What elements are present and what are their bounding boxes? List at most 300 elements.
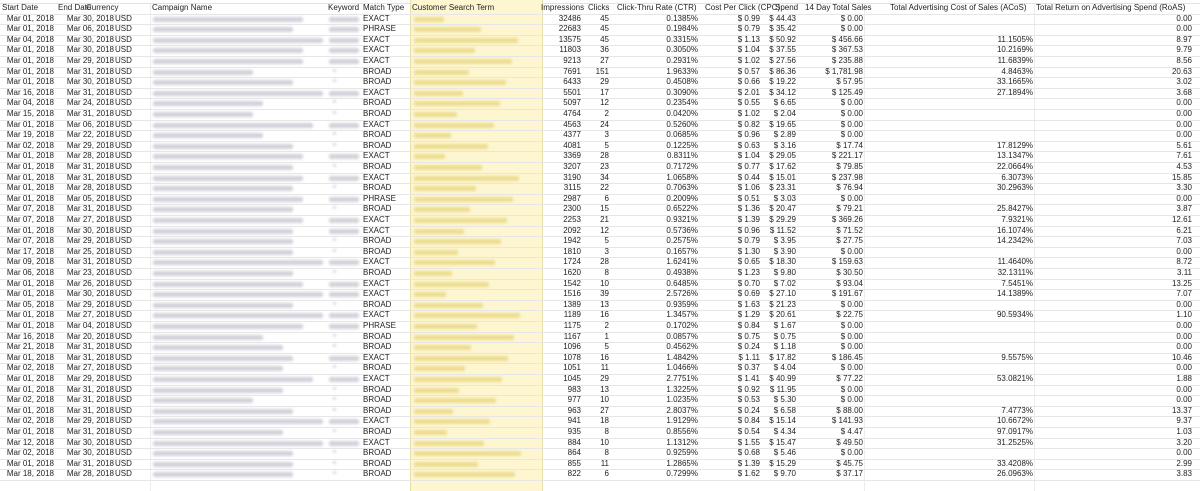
- cell-match-type[interactable]: BROAD: [363, 469, 392, 479]
- cell-clicks[interactable]: 2: [604, 321, 609, 330]
- cell-match-type[interactable]: EXACT: [363, 257, 390, 267]
- cell-end-date[interactable]: Mar 29, 2018: [66, 299, 114, 309]
- cell-impressions[interactable]: 864: [567, 448, 581, 458]
- cell-spend[interactable]: $ 15.01: [769, 172, 796, 182]
- redacted-customer-search-term[interactable]: [414, 144, 488, 149]
- cell-currency[interactable]: USD: [115, 416, 132, 426]
- cell-cpc[interactable]: $ 0.84: [737, 416, 760, 426]
- cell-ctr[interactable]: 0.5736%: [666, 225, 698, 235]
- redacted-campaign-name[interactable]: [153, 282, 303, 287]
- cell-spend[interactable]: $ 4.34: [773, 427, 796, 436]
- redacted-campaign-name[interactable]: [153, 366, 283, 371]
- cell-end-date[interactable]: Mar 22, 2018: [66, 130, 114, 140]
- cell-spend[interactable]: $ 15.47: [769, 437, 796, 447]
- cell-cpc[interactable]: $ 2.01: [737, 87, 760, 97]
- cell-roas[interactable]: 1.03: [1176, 427, 1192, 436]
- cell-acos[interactable]: 17.8129%: [996, 140, 1033, 150]
- header-match-type[interactable]: Match Type: [363, 3, 405, 12]
- redacted-campaign-name[interactable]: [153, 48, 303, 53]
- cell-14-day-total-sales[interactable]: $ 76.94: [836, 183, 863, 193]
- cell-match-type[interactable]: BROAD: [363, 448, 392, 458]
- cell-cpc[interactable]: $ 0.55: [737, 98, 760, 108]
- cell-14-day-total-sales[interactable]: $ 159.63: [831, 257, 863, 267]
- redacted-campaign-name[interactable]: [153, 70, 253, 75]
- redacted-campaign-name[interactable]: [153, 260, 323, 265]
- redacted-customer-search-term[interactable]: [414, 186, 476, 191]
- cell-impressions[interactable]: 4377: [563, 130, 581, 140]
- cell-acos[interactable]: 33.4208%: [996, 458, 1033, 468]
- cell-acos[interactable]: 14.2342%: [996, 236, 1033, 246]
- cell-14-day-total-sales[interactable]: $ 235.88: [831, 56, 863, 65]
- cell-impressions[interactable]: 1078: [563, 352, 581, 362]
- cell-14-day-total-sales[interactable]: $ 125.49: [831, 87, 863, 97]
- cell-roas[interactable]: 1.88: [1176, 374, 1192, 383]
- cell-ctr[interactable]: 0.0685%: [666, 130, 698, 140]
- cell-start-date[interactable]: Mar 01, 2018: [6, 119, 54, 129]
- redacted-keyword[interactable]: [333, 100, 336, 103]
- redacted-campaign-name[interactable]: [153, 292, 323, 297]
- cell-match-type[interactable]: EXACT: [363, 151, 390, 161]
- cell-currency[interactable]: USD: [115, 268, 132, 277]
- cell-match-type[interactable]: BROAD: [363, 109, 392, 118]
- cell-end-date[interactable]: Mar 24, 2018: [66, 98, 114, 108]
- cell-cpc[interactable]: $ 1.06: [737, 183, 760, 193]
- cell-impressions[interactable]: 983: [567, 384, 581, 394]
- cell-spend[interactable]: $ 7.02: [773, 278, 796, 288]
- cell-spend[interactable]: $ 3.90: [773, 246, 796, 256]
- cell-end-date[interactable]: Mar 29, 2018: [66, 140, 114, 150]
- cell-acos[interactable]: [865, 120, 1033, 131]
- cell-acos[interactable]: 53.0821%: [996, 374, 1033, 383]
- cell-impressions[interactable]: 884: [567, 437, 581, 447]
- cell-start-date[interactable]: Mar 01, 2018: [6, 56, 54, 65]
- cell-14-day-total-sales[interactable]: $ 45.75: [836, 458, 863, 468]
- cell-cpc[interactable]: $ 0.77: [737, 162, 760, 171]
- cell-14-day-total-sales[interactable]: $ 367.53: [831, 45, 863, 55]
- cell-acos[interactable]: 31.2525%: [996, 437, 1033, 447]
- cell-clicks[interactable]: 10: [600, 395, 609, 405]
- cell-currency[interactable]: USD: [115, 236, 132, 246]
- cell-spend[interactable]: $ 2.89: [773, 130, 796, 140]
- cell-start-date[interactable]: Mar 01, 2018: [6, 24, 54, 34]
- redacted-customer-search-term[interactable]: [414, 80, 506, 85]
- cell-match-type[interactable]: BROAD: [363, 66, 392, 76]
- redacted-customer-search-term[interactable]: [414, 165, 482, 170]
- cell-impressions[interactable]: 1045: [563, 374, 581, 383]
- cell-cpc[interactable]: $ 1.29: [737, 310, 760, 320]
- cell-impressions[interactable]: 941: [567, 416, 581, 426]
- cell-14-day-total-sales[interactable]: $ 0.00: [840, 321, 863, 330]
- cell-acos[interactable]: 26.0963%: [996, 469, 1033, 479]
- redacted-campaign-name[interactable]: [153, 271, 293, 276]
- cell-end-date[interactable]: Mar 27, 2018: [66, 363, 114, 373]
- cell-roas[interactable]: 13.25: [1171, 278, 1192, 288]
- cell-cpc[interactable]: $ 0.66: [737, 77, 760, 87]
- cell-currency[interactable]: USD: [115, 352, 132, 362]
- cell-14-day-total-sales[interactable]: $ 221.17: [831, 151, 863, 161]
- cell-cpc[interactable]: $ 1.63: [737, 299, 760, 309]
- cell-clicks[interactable]: 13: [600, 384, 609, 394]
- redacted-campaign-name[interactable]: [153, 123, 313, 128]
- redacted-customer-search-term[interactable]: [414, 176, 519, 181]
- cell-end-date[interactable]: Mar 31, 2018: [66, 204, 114, 214]
- cell-roas[interactable]: 0.00: [1176, 299, 1192, 309]
- cell-roas[interactable]: 0.00: [1176, 109, 1192, 118]
- cell-spend[interactable]: $ 9.70: [773, 469, 796, 479]
- redacted-customer-search-term[interactable]: [414, 91, 463, 96]
- header-spend[interactable]: Spend: [775, 3, 799, 12]
- cell-start-date[interactable]: Mar 07, 2018: [6, 204, 54, 214]
- redacted-keyword[interactable]: [329, 324, 359, 329]
- cell-impressions[interactable]: 855: [567, 458, 581, 468]
- cell-roas[interactable]: 0.00: [1176, 130, 1192, 140]
- cell-currency[interactable]: USD: [115, 246, 132, 256]
- cell-clicks[interactable]: 21: [600, 215, 609, 224]
- redacted-keyword[interactable]: [329, 154, 359, 159]
- cell-roas[interactable]: 7.61: [1176, 151, 1192, 161]
- cell-impressions[interactable]: 13575: [558, 34, 581, 44]
- redacted-campaign-name[interactable]: [153, 335, 263, 340]
- cell-clicks[interactable]: 11: [600, 458, 609, 468]
- cell-roas[interactable]: 0.00: [1176, 342, 1192, 352]
- cell-end-date[interactable]: Mar 31, 2018: [66, 384, 114, 394]
- cell-match-type[interactable]: EXACT: [363, 310, 390, 320]
- cell-end-date[interactable]: Mar 30, 2018: [66, 45, 114, 55]
- cell-roas[interactable]: 0.00: [1176, 246, 1192, 256]
- cell-acos[interactable]: [865, 363, 1033, 374]
- cell-roas[interactable]: 3.68: [1176, 87, 1192, 97]
- redacted-customer-search-term[interactable]: [414, 324, 477, 329]
- cell-cpc[interactable]: $ 0.51: [737, 193, 760, 203]
- cell-end-date[interactable]: Mar 31, 2018: [66, 109, 114, 118]
- cell-match-type[interactable]: BROAD: [363, 162, 392, 171]
- cell-impressions[interactable]: 935: [567, 427, 581, 436]
- cell-clicks[interactable]: 6: [604, 469, 609, 479]
- redacted-campaign-name[interactable]: [153, 377, 313, 382]
- cell-impressions[interactable]: 11803: [559, 45, 581, 55]
- cell-cpc[interactable]: $ 0.79: [737, 236, 760, 246]
- cell-ctr[interactable]: 0.1702%: [666, 321, 698, 330]
- cell-ctr[interactable]: 0.2931%: [666, 56, 698, 65]
- redacted-keyword[interactable]: [329, 282, 359, 287]
- cell-match-type[interactable]: EXACT: [363, 289, 390, 299]
- cell-cpc[interactable]: $ 1.02: [737, 109, 760, 118]
- cell-clicks[interactable]: 3: [604, 246, 609, 256]
- cell-14-day-total-sales[interactable]: $ 0.00: [840, 342, 863, 352]
- cell-currency[interactable]: USD: [115, 374, 132, 383]
- redacted-campaign-name[interactable]: [153, 207, 293, 212]
- cell-clicks[interactable]: 11: [600, 363, 609, 373]
- cell-cpc[interactable]: $ 0.75: [737, 331, 760, 341]
- cell-cpc[interactable]: $ 1.04: [737, 151, 760, 161]
- cell-start-date[interactable]: Mar 01, 2018: [6, 321, 54, 330]
- cell-match-type[interactable]: EXACT: [363, 278, 390, 288]
- cell-roas[interactable]: 9.79: [1176, 45, 1192, 55]
- cell-currency[interactable]: USD: [115, 130, 132, 140]
- cell-impressions[interactable]: 963: [567, 405, 581, 415]
- cell-currency[interactable]: USD: [115, 183, 132, 193]
- cell-start-date[interactable]: Mar 04, 2018: [6, 34, 54, 44]
- cell-spend[interactable]: $ 18.30: [769, 257, 796, 267]
- header-roas[interactable]: Total Return on Advertising Spend (RoAS): [1036, 3, 1186, 12]
- redacted-campaign-name[interactable]: [153, 133, 263, 138]
- cell-14-day-total-sales[interactable]: $ 49.50: [836, 437, 863, 447]
- cell-currency[interactable]: USD: [115, 13, 132, 23]
- cell-14-day-total-sales[interactable]: $ 22.75: [836, 310, 863, 320]
- cell-match-type[interactable]: BROAD: [363, 458, 392, 468]
- cell-ctr[interactable]: 0.7063%: [666, 183, 698, 193]
- cell-currency[interactable]: USD: [115, 45, 132, 55]
- cell-spend[interactable]: $ 29.05: [769, 151, 796, 161]
- cell-14-day-total-sales[interactable]: $ 456.66: [831, 34, 863, 44]
- redacted-campaign-name[interactable]: [153, 303, 293, 308]
- cell-roas[interactable]: 2.99: [1176, 458, 1192, 468]
- cell-start-date[interactable]: Mar 02, 2018: [6, 140, 54, 150]
- cell-impressions[interactable]: 1189: [563, 310, 581, 320]
- redacted-keyword[interactable]: [333, 238, 336, 241]
- cell-currency[interactable]: USD: [115, 427, 132, 436]
- cell-end-date[interactable]: Mar 29, 2018: [66, 56, 114, 65]
- cell-impressions[interactable]: 1096: [563, 342, 581, 352]
- cell-ctr[interactable]: 1.9129%: [666, 416, 698, 426]
- cell-roas[interactable]: 3.83: [1176, 469, 1192, 479]
- cell-spend[interactable]: $ 15.14: [769, 416, 796, 426]
- cell-match-type[interactable]: BROAD: [363, 395, 392, 405]
- cell-end-date[interactable]: Mar 28, 2018: [66, 151, 114, 161]
- redacted-campaign-name[interactable]: [153, 430, 283, 435]
- cell-impressions[interactable]: 1620: [563, 268, 581, 277]
- cell-cpc[interactable]: $ 1.62: [737, 469, 760, 479]
- cell-ctr[interactable]: 0.6485%: [666, 278, 698, 288]
- redacted-customer-search-term[interactable]: [414, 112, 457, 117]
- cell-acos[interactable]: [865, 109, 1033, 120]
- cell-spend[interactable]: $ 27.56: [769, 56, 796, 65]
- cell-acos[interactable]: 10.2169%: [996, 45, 1033, 55]
- cell-currency[interactable]: USD: [115, 363, 132, 373]
- redacted-campaign-name[interactable]: [153, 388, 283, 393]
- cell-ctr[interactable]: 1.0658%: [666, 172, 698, 182]
- cell-acos[interactable]: [865, 14, 1033, 25]
- cell-start-date[interactable]: Mar 01, 2018: [6, 310, 54, 320]
- redacted-campaign-name[interactable]: [153, 419, 323, 424]
- redacted-campaign-name[interactable]: [153, 17, 303, 22]
- cell-spend[interactable]: $ 3.95: [773, 236, 796, 246]
- redacted-keyword[interactable]: [333, 408, 336, 411]
- cell-currency[interactable]: USD: [115, 98, 132, 108]
- cell-ctr[interactable]: 0.1984%: [666, 24, 698, 34]
- cell-14-day-total-sales[interactable]: $ 0.00: [840, 395, 863, 405]
- cell-cpc[interactable]: $ 0.70: [737, 278, 760, 288]
- cell-start-date[interactable]: Mar 15, 2018: [6, 109, 54, 118]
- cell-acos[interactable]: 14.1389%: [996, 289, 1033, 299]
- redacted-campaign-name[interactable]: [153, 27, 293, 32]
- cell-roas[interactable]: 3.02: [1176, 77, 1192, 87]
- cell-start-date[interactable]: Mar 02, 2018: [6, 363, 54, 373]
- cell-cpc[interactable]: $ 0.68: [737, 448, 760, 458]
- cell-cpc[interactable]: $ 0.84: [737, 321, 760, 330]
- cell-ctr[interactable]: 0.0857%: [666, 331, 698, 341]
- header-end-date[interactable]: End Date: [58, 3, 92, 12]
- redacted-keyword[interactable]: [333, 387, 336, 390]
- cell-clicks[interactable]: 36: [600, 45, 609, 55]
- cell-match-type[interactable]: BROAD: [363, 427, 392, 436]
- cell-cpc[interactable]: $ 1.13: [737, 34, 760, 44]
- redacted-campaign-name[interactable]: [153, 398, 253, 403]
- cell-cpc[interactable]: $ 1.11: [738, 352, 760, 362]
- cell-ctr[interactable]: 1.9633%: [666, 66, 698, 76]
- cell-start-date[interactable]: Mar 01, 2018: [6, 172, 54, 182]
- redacted-keyword[interactable]: [329, 441, 359, 446]
- cell-impressions[interactable]: 1810: [563, 246, 581, 256]
- redacted-customer-search-term[interactable]: [414, 229, 464, 234]
- cell-spend[interactable]: $ 20.61: [769, 310, 796, 320]
- cell-acos[interactable]: [865, 98, 1033, 109]
- cell-currency[interactable]: USD: [115, 140, 132, 150]
- cell-start-date[interactable]: Mar 01, 2018: [6, 162, 54, 171]
- cell-impressions[interactable]: 977: [567, 395, 581, 405]
- cell-acos[interactable]: 90.5934%: [996, 310, 1033, 320]
- redacted-campaign-name[interactable]: [153, 186, 293, 191]
- redacted-keyword[interactable]: [333, 132, 336, 135]
- cell-end-date[interactable]: Mar 30, 2018: [66, 13, 114, 23]
- cell-start-date[interactable]: Mar 16, 2018: [6, 331, 54, 341]
- cell-impressions[interactable]: 2253: [563, 215, 581, 224]
- redacted-keyword[interactable]: [333, 365, 336, 368]
- cell-impressions[interactable]: 3115: [563, 183, 581, 193]
- cell-end-date[interactable]: Mar 31, 2018: [66, 162, 114, 171]
- redacted-keyword[interactable]: [333, 334, 336, 337]
- cell-currency[interactable]: USD: [115, 278, 132, 288]
- cell-start-date[interactable]: Mar 04, 2018: [6, 98, 54, 108]
- cell-roas[interactable]: 10.46: [1171, 352, 1192, 362]
- redacted-keyword[interactable]: [329, 176, 359, 181]
- cell-end-date[interactable]: Mar 31, 2018: [66, 427, 114, 436]
- cell-end-date[interactable]: Mar 31, 2018: [66, 458, 114, 468]
- cell-ctr[interactable]: 0.8311%: [667, 151, 698, 161]
- cell-acos[interactable]: 13.1347%: [996, 151, 1033, 161]
- cell-spend[interactable]: $ 19.65: [769, 119, 796, 129]
- cell-ctr[interactable]: 1.1312%: [666, 437, 698, 447]
- cell-cpc[interactable]: $ 0.44: [737, 172, 760, 182]
- cell-currency[interactable]: USD: [115, 204, 132, 214]
- redacted-campaign-name[interactable]: [153, 451, 293, 456]
- redacted-customer-search-term[interactable]: [414, 441, 484, 446]
- cell-impressions[interactable]: 3190: [563, 172, 581, 182]
- cell-14-day-total-sales[interactable]: $ 88.00: [836, 405, 863, 415]
- cell-14-day-total-sales[interactable]: $ 57.95: [836, 77, 863, 87]
- cell-impressions[interactable]: 2300: [563, 204, 581, 214]
- cell-spend[interactable]: $ 19.22: [769, 77, 796, 87]
- redacted-keyword[interactable]: [329, 260, 359, 265]
- cell-currency[interactable]: USD: [115, 321, 132, 330]
- header-14-day-total-sales[interactable]: 14 Day Total Sales: [805, 3, 872, 12]
- redacted-campaign-name[interactable]: [153, 154, 303, 159]
- cell-match-type[interactable]: EXACT: [363, 172, 390, 182]
- redacted-customer-search-term[interactable]: [414, 154, 445, 159]
- cell-start-date[interactable]: Mar 01, 2018: [6, 193, 54, 203]
- cell-spend[interactable]: $ 27.10: [769, 289, 796, 299]
- cell-match-type[interactable]: BROAD: [363, 246, 392, 256]
- cell-ctr[interactable]: 1.0466%: [666, 363, 698, 373]
- cell-match-type[interactable]: BROAD: [363, 77, 392, 87]
- cell-ctr[interactable]: 1.0235%: [666, 395, 698, 405]
- cell-impressions[interactable]: 1389: [563, 299, 581, 309]
- cell-spend[interactable]: $ 44.43: [769, 13, 796, 23]
- cell-acos[interactable]: 7.5451%: [1001, 278, 1033, 288]
- cell-14-day-total-sales[interactable]: $ 369.26: [831, 215, 863, 224]
- cell-roas[interactable]: 1.10: [1176, 310, 1192, 320]
- cell-14-day-total-sales[interactable]: $ 0.00: [840, 13, 863, 23]
- cell-spend[interactable]: $ 2.04: [773, 109, 796, 118]
- cell-clicks[interactable]: 29: [600, 77, 609, 87]
- cell-start-date[interactable]: Mar 01, 2018: [6, 427, 54, 436]
- cell-roas[interactable]: 0.00: [1176, 395, 1192, 405]
- header-acos[interactable]: Total Advertising Cost of Sales (ACoS): [890, 3, 1027, 12]
- redacted-customer-search-term[interactable]: [414, 409, 453, 414]
- cell-end-date[interactable]: Mar 30, 2018: [66, 289, 114, 299]
- redacted-keyword[interactable]: [329, 48, 359, 53]
- cell-end-date[interactable]: Mar 29, 2018: [66, 374, 114, 383]
- cell-spend[interactable]: $ 35.42: [769, 24, 796, 34]
- cell-acos[interactable]: 7.9321%: [1001, 215, 1033, 224]
- redacted-customer-search-term[interactable]: [414, 398, 496, 403]
- header-ctr[interactable]: Click-Thru Rate (CTR): [617, 3, 697, 12]
- redacted-campaign-name[interactable]: [153, 38, 323, 43]
- cell-acos[interactable]: 33.1665%: [996, 77, 1033, 87]
- cell-match-type[interactable]: EXACT: [363, 45, 390, 55]
- cell-impressions[interactable]: 32486: [558, 13, 581, 23]
- redacted-keyword[interactable]: [329, 91, 359, 96]
- cell-ctr[interactable]: 0.9259%: [666, 448, 698, 458]
- cell-14-day-total-sales[interactable]: $ 0.00: [840, 246, 863, 256]
- cell-clicks[interactable]: 3: [604, 130, 609, 140]
- cell-spend[interactable]: $ 37.55: [769, 45, 796, 55]
- redacted-campaign-name[interactable]: [153, 80, 293, 85]
- redacted-keyword[interactable]: [329, 27, 359, 32]
- cell-roas[interactable]: 20.63: [1171, 66, 1192, 76]
- cell-currency[interactable]: USD: [115, 257, 132, 267]
- cell-start-date[interactable]: Mar 02, 2018: [6, 395, 54, 405]
- cell-cpc[interactable]: $ 1.41: [737, 374, 760, 383]
- cell-clicks[interactable]: 2: [604, 109, 609, 118]
- header-campaign-name[interactable]: Campaign Name: [152, 3, 213, 12]
- cell-clicks[interactable]: 8: [604, 268, 609, 277]
- cell-ctr[interactable]: 0.2009%: [666, 193, 698, 203]
- redacted-keyword[interactable]: [329, 59, 359, 64]
- cell-clicks[interactable]: 39: [600, 289, 609, 299]
- redacted-keyword[interactable]: [333, 450, 336, 453]
- cell-match-type[interactable]: BROAD: [363, 204, 392, 214]
- cell-cpc[interactable]: $ 0.69: [737, 289, 760, 299]
- redacted-campaign-name[interactable]: [153, 112, 253, 117]
- cell-clicks[interactable]: 5: [604, 236, 609, 246]
- cell-end-date[interactable]: Mar 30, 2018: [66, 225, 114, 235]
- cell-impressions[interactable]: 4764: [563, 109, 581, 118]
- cell-roas[interactable]: 0.00: [1176, 363, 1192, 373]
- cell-cpc[interactable]: $ 0.96: [737, 130, 760, 140]
- cell-start-date[interactable]: Mar 01, 2018: [6, 384, 54, 394]
- cell-clicks[interactable]: 151: [595, 66, 609, 76]
- cell-currency[interactable]: USD: [115, 162, 132, 171]
- cell-currency[interactable]: USD: [115, 395, 132, 405]
- redacted-keyword[interactable]: [329, 17, 359, 22]
- cell-spend[interactable]: $ 1.67: [773, 321, 796, 330]
- cell-cpc[interactable]: $ 0.65: [737, 257, 760, 267]
- cell-ctr[interactable]: 0.5260%: [666, 119, 698, 129]
- redacted-keyword[interactable]: [329, 313, 359, 318]
- cell-14-day-total-sales[interactable]: $ 0.00: [840, 119, 863, 129]
- cell-impressions[interactable]: 1942: [563, 236, 581, 246]
